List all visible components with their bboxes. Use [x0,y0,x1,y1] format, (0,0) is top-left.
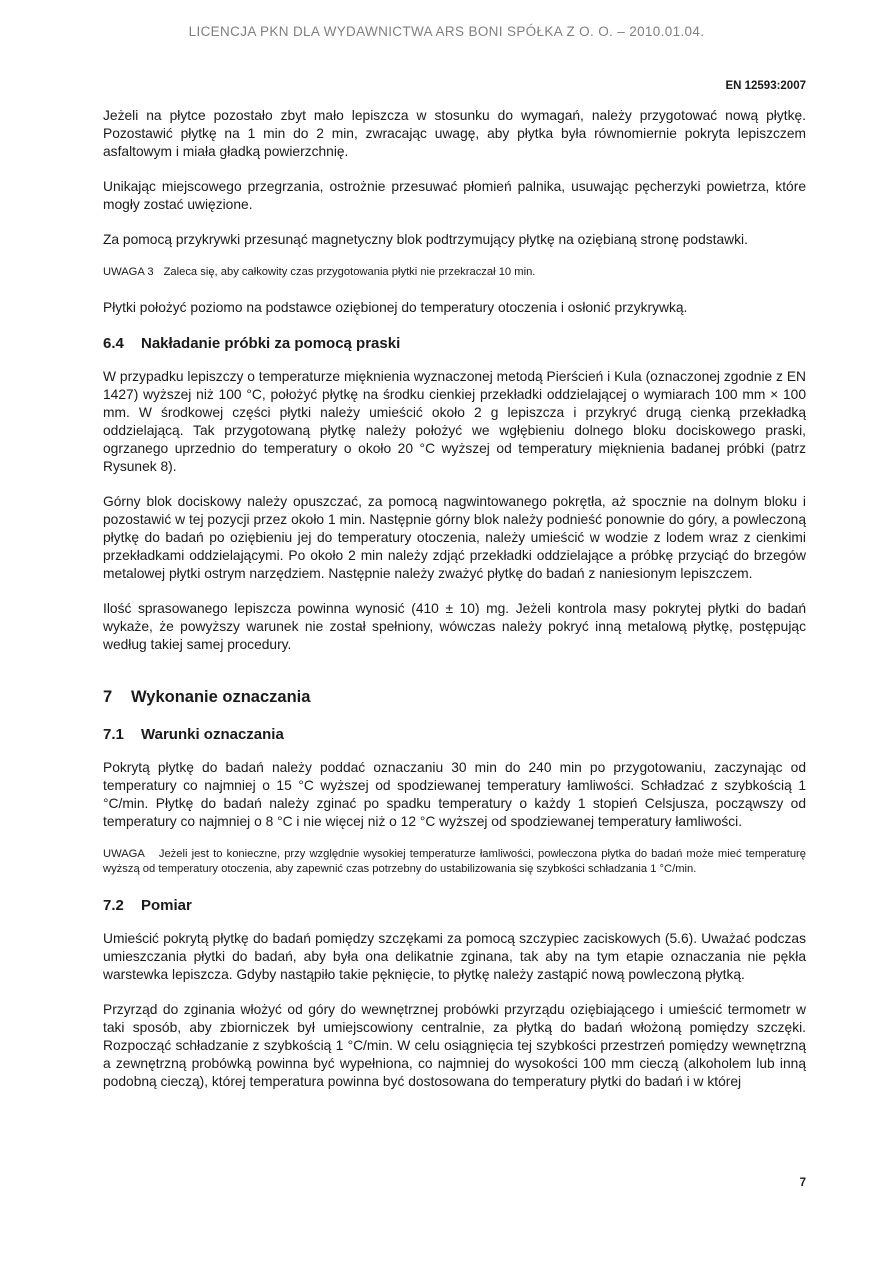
note [103,265,806,281]
section-title: Nakładanie próbki za pomocą praski [141,334,401,352]
paragraph: Umieścić pokrytą płytkę do badań pomiędzy szczękami za pomocą szczypiec zaciskowych (5.6). Uważać podczas umieszczania płytki do badań, aby była ona delikatnie zginana, tak aby na tym etapie oznaczania nie pękła warstewka lepiszcza. Gdyby nastąpiło takie pęknięcie, to płytkę należy zastąpić nową powleczoną płytką. [103,930,806,982]
section-title: Warunki oznaczania [141,725,284,743]
page-content [103,107,806,1108]
paragraph: W przypadku lepiszczy o temperaturze mięknienia wyznaczonej metodą Pierścień i Kula (oznaczonej zgodnie z EN 1427) wyższej niż 100 °C, położyć płytkę na środku cienkiej przekładki oddzielającej o wymiarach 100 mm × 100 mm. W środkowej części płytki należy umieścić około 2 g lepiszcza i przykryć drugą cienką przekładką oddzielającą. Tak przygotowaną płytkę należy położyć we wgłębieniu dolnego bloku dociskowego praski, ogrzanego uprzednio do temperatury o około 20 °C wyższej od temperatury mięknienia badanej próbki (patrz Rysunek 8). [103,368,806,474]
section-heading-7-2 [103,896,806,916]
note-label: UWAGA [103,847,145,860]
section-title: Wykonanie oznaczania [131,687,311,706]
standard-reference: EN 12593:2007 [725,80,806,92]
note-text: Zaleca się, aby całkowity czas przygotowania płytki nie przekraczał 10 min. [163,266,536,278]
paragraph: Jeżeli na płytce pozostało zbyt mało lepiszcza w stosunku do wymagań, należy przygotować nową płytkę. Pozostawić płytkę na 1 min do 2 min, zwracając uwagę, aby płytka była równomiernie pokryta lepiszczem asfaltowym i miała gładką powierzchnię. [103,108,806,159]
license-header: LICENCJA PKN DLA WYDAWNICTWA ARS BONI SPÓŁKA Z O. O. – 2010.01.04. [188,24,705,39]
note-label: UWAGA 3 [103,266,154,278]
section-title: Pomiar [141,896,192,914]
paragraph: Przyrząd do zginania włożyć od góry do wewnętrznej probówki przyrządu oziębiającego i umieścić termometr w taki sposób, aby zbiorniczek był umiejscowiony centralnie, za płytką do badań włożoną pomiędzy szczęki. Rozpocząć schładzanie z szybkością 1 °C/min. W celu osiągnięcia tej szybkości przestrzeń pomiędzy wewnętrzną a zewnętrzną probówką powinna być wypełniona, co najmniej do wysokości 100 mm cieczą (alkoholem lub inną podobną cieczą), której temperatura powinna być dostosowana do temperatury płytki do badań i w której [103,1001,806,1089]
paragraph: Pokrytą płytkę do badań należy poddać oznaczaniu 30 min do 240 min po przygotowaniu, zaczynając od temperatury co najmniej o 15 °C wyższej od spodziewanej temperatury łamliwości. Schładzać z szybkością 1 °C/min. Płytkę do badań należy zginać po spadku temperatury o każdy 1 stopień Celsjusza, począwszy od temperatury co najmniej o 8 °C i nie więcej niż o 12 °C wyższej od spodziewanej temperatury łamliwości. [103,759,806,829]
section-number: 7.2 [103,896,124,914]
paragraph: Górny blok dociskowy należy opuszczać, za pomocą nagwintowanego pokrętła, aż spocznie na dolnym bloku i pozostawić w tej pozycji przez około 1 min. Następnie górny blok należy podnieść ponownie do góry, a powleczoną płytkę do badań po oziębieniu jej do temperatury otoczenia, należy umieścić w wodzie z lodem wraz z cienkimi przekładkami oddzielającymi. Po około 2 min należy zdjąć przekładki oddzielające a próbkę przyciąć do brzegów metalowej płytki ostrym narzędziem. Następnie należy zważyć płytkę do badań z naniesionym lepiszczem. [103,493,806,581]
section-number: 7 [103,687,113,706]
section-number: 7.1 [103,725,124,743]
section-heading-7 [103,686,806,708]
note [103,847,806,878]
section-heading-6-4 [103,334,806,354]
paragraph: Płytki położyć poziomo na podstawce oziębionej do temperatury otoczenia i osłonić przykrywką. [103,299,688,315]
paragraph: Za pomocą przykrywki przesunąć magnetyczny blok podtrzymujący płytkę na oziębianą stronę podstawki. [103,232,748,247]
paragraph: Ilość sprasowanego lepiszcza powinna wynosić (410 ± 10) mg. Jeżeli kontrola masy pokrytej płytki do badań wykaże, że powyższy warunek nie został spełniony, wówczas należy pokryć inną metalową płytkę, postępując według takiej samej procedury. [103,600,806,652]
section-heading-7-1 [103,725,806,745]
paragraph: Unikając miejscowego przegrzania, ostrożnie przesuwać płomień palnika, usuwając pęcherzyki powietrza, które mogły zostać uwięzione. [103,179,806,212]
section-number: 6.4 [103,334,124,352]
note-text: Jeżeli jest to konieczne, przy względnie wysokiej temperaturze łamliwości, powleczona płytka do badań może mieć temperaturę wyższą od temperatury otoczenia, aby zapewnić czas potrzebny do ustabilizowania się szybkości schładzania 1 °C/min. [103,847,806,875]
page-number: 7 [799,1177,806,1189]
